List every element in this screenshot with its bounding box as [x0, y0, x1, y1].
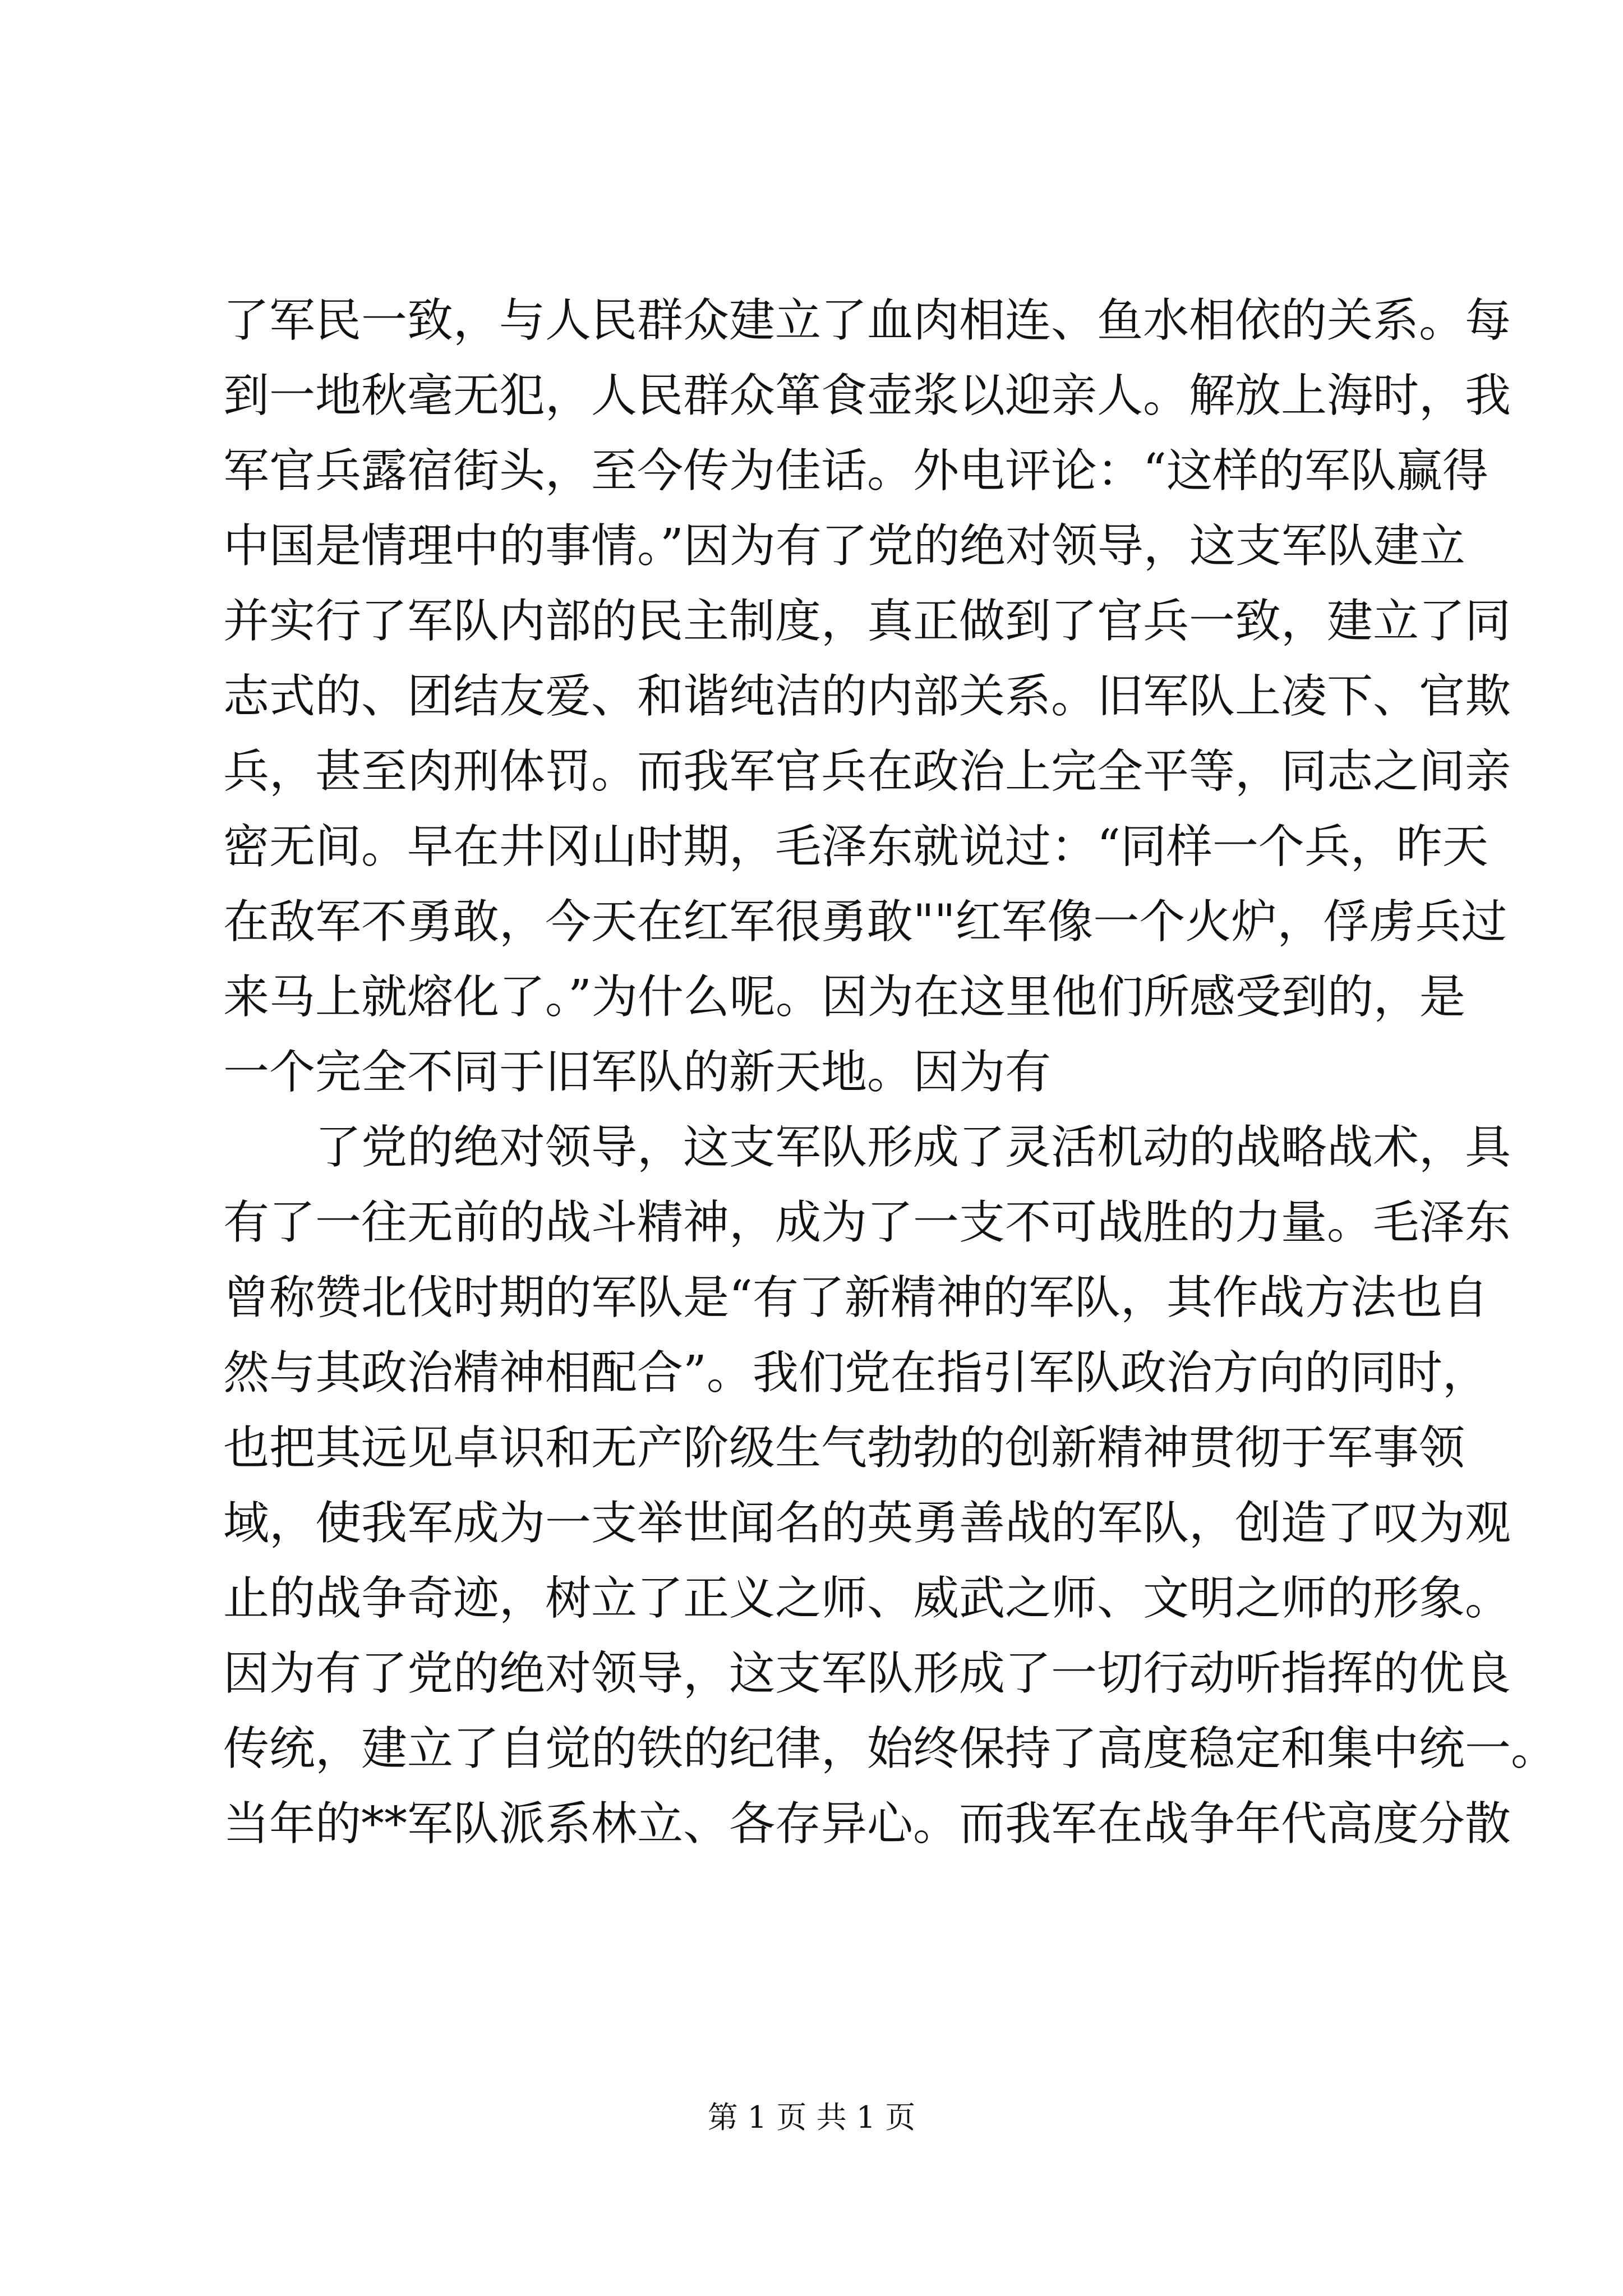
text-line: 密无间。早在井冈山时期，毛泽东就说过：“同样一个兵，昨天: [223, 820, 1488, 873]
text-line: 有了一往无前的战斗精神，成为了一支不可战胜的力量。毛泽东: [223, 1196, 1511, 1249]
text-line: 当年的**军队派系林立、各存异心。而我军在战争年代高度分散: [223, 1797, 1511, 1851]
text-line: 因为有了党的绝对领导，这支军队形成了一切行动听指挥的优良: [223, 1647, 1511, 1700]
text-line: 中国是情理中的事情。”因为有了党的绝对领导，这支军队建立: [223, 519, 1465, 573]
text-line: 传统，建立了自觉的铁的纪律，始终保持了高度稳定和集中统一。: [223, 1722, 1557, 1775]
text-line: 来马上就熔化了。”为什么呢。因为在这里他们所感受到的，是: [223, 970, 1465, 1024]
text-line: 了党的绝对领导，这支军队形成了灵活机动的战略战术，具: [223, 1121, 1511, 1174]
text-line: 曾称赞北伐时期的军队是“有了新精神的军队，其作战方法也自: [223, 1271, 1488, 1324]
text-line: 兵，甚至肉刑体罚。而我军官兵在政治上完全平等，同志之间亲: [223, 745, 1511, 798]
text-line: 域，使我军成为一支举世闻名的英勇善战的军队，创造了叹为观: [223, 1497, 1511, 1550]
body-text: [223, 283, 1557, 1862]
text-line: 并实行了军队内部的民主制度，真正做到了官兵一致，建立了同: [223, 595, 1511, 648]
text-line: 一个完全不同于旧军队的新天地。因为有: [223, 1046, 1052, 1099]
text-line: 在敌军不勇敢，今天在红军很勇敢""红军像一个火炉，俘虏兵过: [223, 895, 1507, 949]
text-line: 然与其政治精神相配合”。我们党在指引军队政治方向的同时，: [223, 1346, 1488, 1400]
text-line: 军官兵露宿街头，至今传为佳话。外电评论：“这样的军队赢得: [223, 444, 1488, 498]
text-line: 志式的、团结友爱、和谐纯洁的内部关系。旧军队上凌下、官欺: [223, 670, 1511, 723]
text-line: 止的战争奇迹，树立了正义之师、威武之师、文明之师的形象。: [223, 1572, 1511, 1625]
text-line: 也把其远见卓识和无产阶级生气勃勃的创新精神贯彻于军事领: [223, 1421, 1465, 1475]
text-line: 到一地秋毫无犯，人民群众箪食壶浆以迎亲人。解放上海时，我: [223, 369, 1511, 422]
page-footer: 第 1 页 共 1 页: [707, 2100, 916, 2135]
text-line: 了军民一致，与人民群众建立了血肉相连、鱼水相依的关系。每: [223, 294, 1511, 347]
